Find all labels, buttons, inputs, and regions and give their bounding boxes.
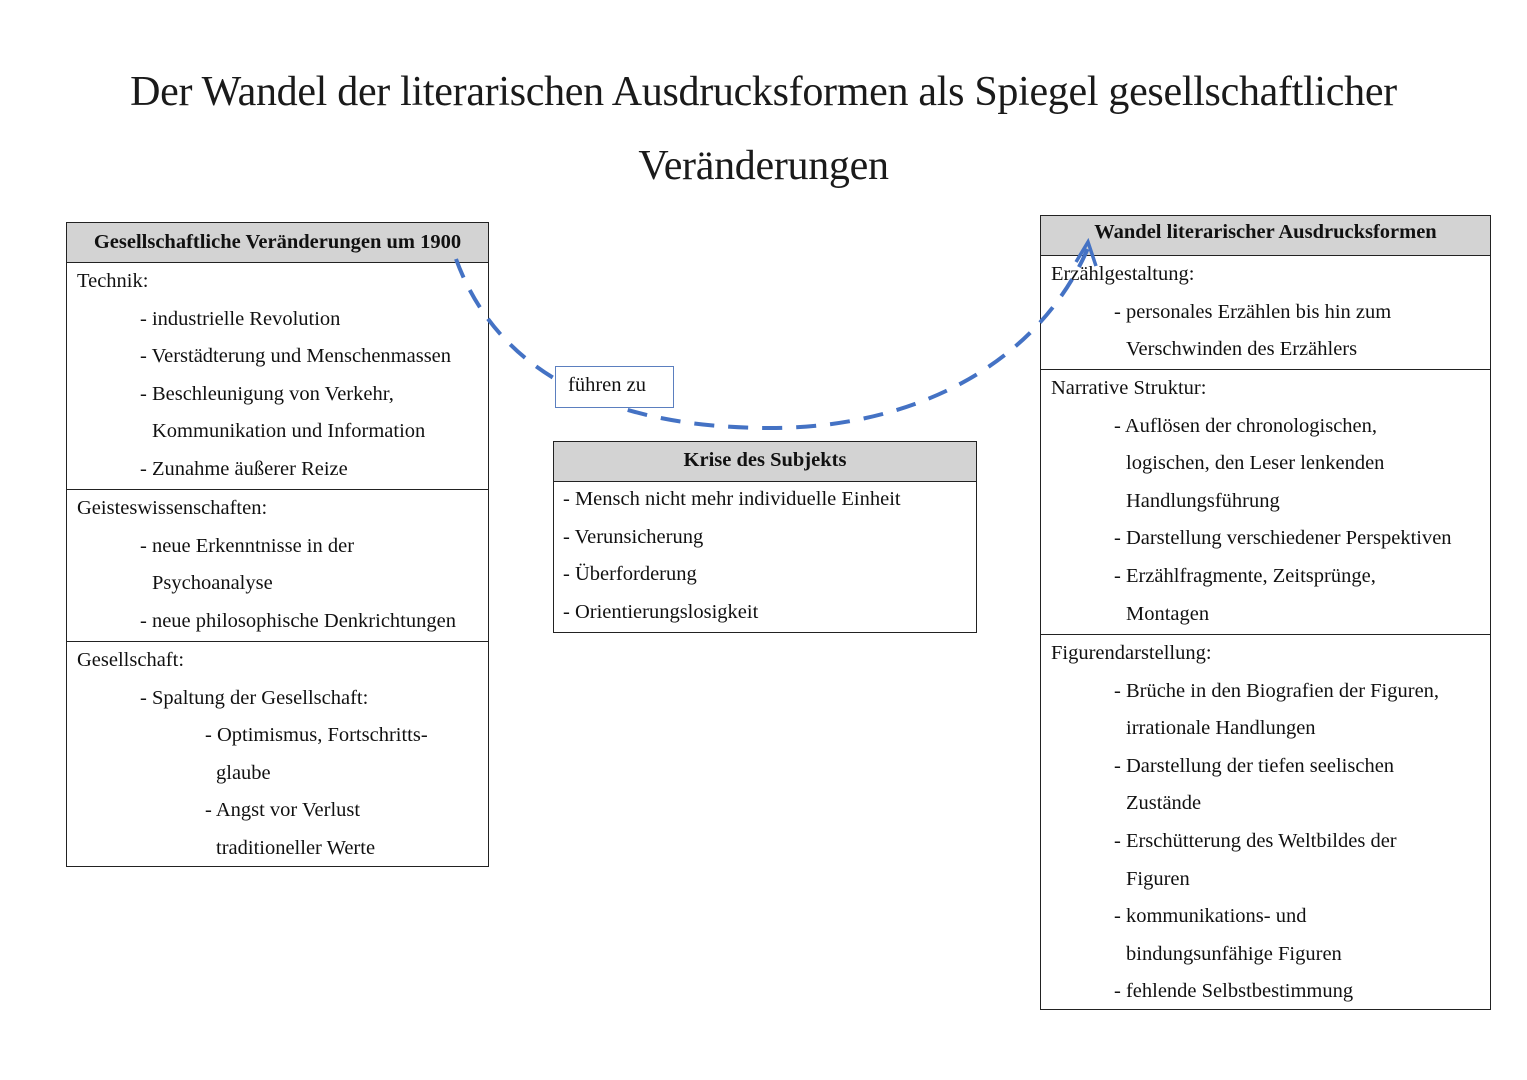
list-item: Zustände bbox=[1126, 792, 1202, 815]
list-item: - Spaltung der Gesellschaft: bbox=[140, 686, 369, 709]
erz-label: Erzählgestaltung: bbox=[1051, 263, 1195, 285]
list-item: Kommunikation und Information bbox=[152, 420, 426, 443]
list-item: - Beschleunigung von Verkehr, bbox=[140, 382, 394, 405]
list-item: Figuren bbox=[1126, 867, 1190, 890]
list-item: - Optimismus, Fortschritts- bbox=[205, 724, 428, 747]
list-item: - kommunikations- und bbox=[1114, 905, 1307, 928]
list-item: glaube bbox=[216, 761, 271, 784]
subject-crisis-header: Krise des Subjekts bbox=[554, 442, 976, 482]
list-item: - Brüche in den Biografien der Figuren, bbox=[1114, 679, 1440, 702]
list-item: irrationale Handlungen bbox=[1126, 717, 1316, 740]
page-title-line-2: Veränderungen bbox=[638, 143, 889, 189]
list-item: - Auflösen der chronologischen, bbox=[1114, 414, 1378, 437]
list-item: - Mensch nicht mehr individuelle Einheit bbox=[563, 488, 901, 510]
list-item: - Darstellung der tiefen seelischen bbox=[1114, 754, 1395, 777]
list-item: - neue Erkenntnisse in der bbox=[140, 534, 355, 557]
fig-label: Figurendarstellung: bbox=[1051, 642, 1212, 664]
list-item: - neue philosophische Denkrichtungen bbox=[140, 609, 456, 632]
list-item: - Darstellung verschiedener Perspektiven bbox=[1114, 527, 1452, 550]
list-item: - Erzählfragmente, Zeitsprünge, bbox=[1114, 564, 1376, 587]
connector-label: führen zu bbox=[555, 366, 674, 408]
geist-label: Geisteswissenschaften: bbox=[77, 497, 268, 519]
list-item: - fehlende Selbstbestimmung bbox=[1114, 980, 1354, 1003]
literary-forms-header: Wandel literarischer Ausdrucksformen bbox=[1041, 216, 1490, 256]
list-item: logischen, den Leser lenkenden bbox=[1126, 452, 1385, 475]
list-item: Montagen bbox=[1126, 602, 1210, 625]
gesellschaft-label: Gesellschaft: bbox=[77, 649, 185, 671]
technik-label: Technik: bbox=[77, 270, 149, 292]
list-item: - Zunahme äußerer Reize bbox=[140, 457, 348, 480]
list-item: - Angst vor Verlust bbox=[205, 799, 361, 822]
list-item: - Verunsicherung bbox=[563, 525, 704, 548]
list-item: - Orientierungslosigkeit bbox=[563, 600, 759, 623]
list-item: Handlungsführung bbox=[1126, 489, 1280, 512]
dashed-curve bbox=[456, 248, 1088, 428]
list-item: - Überforderung bbox=[563, 563, 697, 586]
list-item: Psychoanalyse bbox=[152, 572, 273, 595]
list-item: - Verstädterung und Menschenmassen bbox=[140, 345, 452, 368]
page-title-line-1: Der Wandel der literarischen Ausdrucksformen als Spiegel gesellschaftlicher bbox=[130, 69, 1397, 115]
list-item: Verschwinden des Erzählers bbox=[1126, 338, 1358, 361]
list-item: - Erschütterung des Weltbildes der bbox=[1114, 829, 1397, 852]
list-item: - personales Erzählen bis hin zum bbox=[1114, 300, 1392, 323]
nar-label: Narrative Struktur: bbox=[1051, 377, 1207, 399]
societal-changes-header: Gesellschaftliche Veränderungen um 1900 bbox=[67, 223, 488, 263]
list-item: bindungsunfähige Figuren bbox=[1126, 942, 1342, 965]
list-item: traditioneller Werte bbox=[216, 836, 376, 859]
list-item: - industrielle Revolution bbox=[140, 307, 341, 330]
